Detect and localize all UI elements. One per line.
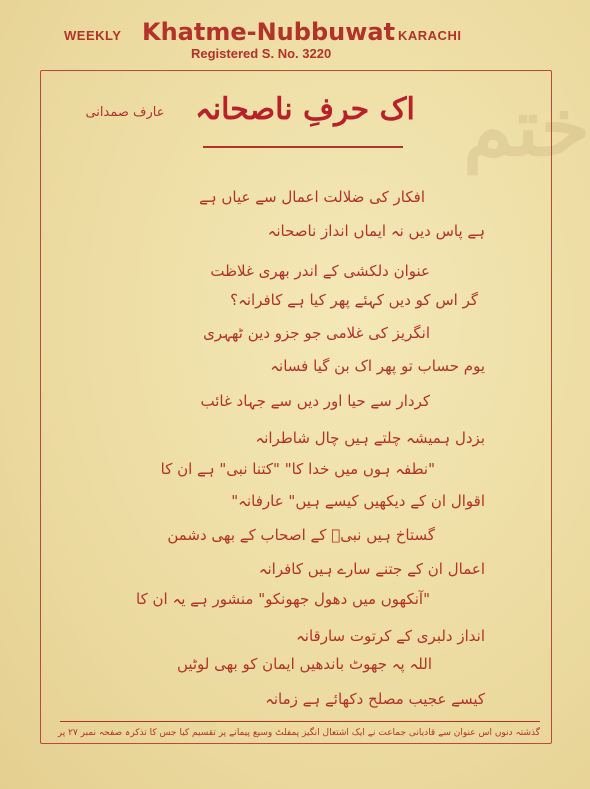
verse-line: "آنکھوں میں دھول جھونکو" منشور ہے یہ ان کا [136, 590, 430, 608]
verse-line: اعمال ان کے جتنے سارے ہیں کافرانہ [258, 560, 485, 578]
verse-line: عنوان دلکشی کے اندر بھری غلاظت [210, 262, 430, 280]
bleed-through-ghost-text: ختم [463, 80, 590, 174]
masthead [0, 18, 590, 62]
verse-line: کیسے عجیب مصلح دکھائے ہے زمانہ [265, 690, 485, 708]
registration-number: Registered S. No. 3220 [191, 46, 332, 61]
verse-line: "نطفہ ہوں میں خدا کا" "کتنا نبی" ہے ان کا [160, 460, 435, 478]
verse-line: انداز دلبری کے کرتوت سارقانہ [296, 627, 485, 645]
verse-line: بزدل ہمیشہ چلتے ہیں چال شاطرانہ [255, 429, 485, 447]
masthead-city: KARACHI [398, 28, 462, 43]
masthead-title: Khatme-Nubbuwat [142, 18, 396, 46]
verse-line: اقوال ان کے دیکھیں کیسے ہیں" عارفانہ" [231, 492, 485, 510]
poet-name: عارف صمدانی [85, 105, 165, 120]
verse-line: گستاخ ہیں نبیؐ کے اصحاب کے بھی دشمن [167, 526, 435, 544]
footnote-rule [60, 721, 540, 722]
verse-line: یوم حساب تو پھر اک بن گیا فسانہ [270, 357, 485, 375]
verse-line: انگریز کی غلامی جو جزو دین ٹھہری [203, 324, 430, 342]
verse-line: گر اس کو دیں کہئے پھر کیا ہے کافرانہ؟ [230, 291, 478, 309]
footnote: گذشتہ دنوں اس عنوان سے قادیانی جماعت نے ایک اشتعال انگیز پمفلٹ وسیع پیمانے پر تقسیم کیا جس کا تذکرہ صفحہ نمبر ۲۷ پر [57, 728, 540, 738]
title-underline [203, 146, 403, 148]
verse-line: ہے پاس دیں نہ ایماں انداز ناصحانہ [267, 222, 485, 240]
masthead-weekly: WEEKLY [64, 28, 122, 43]
verse-line: اللہ پہ جھوٹ باندھیں ایمان کو بھی لوٹیں [176, 655, 432, 673]
poem-title: اک حرفِ ناصحانہ [195, 92, 415, 127]
verse-line: کردار سے حیا اور دیں سے جہاد غائب [200, 392, 430, 410]
verse-line: افکار کی ضلالت اعمال سے عیاں ہے [199, 188, 425, 206]
